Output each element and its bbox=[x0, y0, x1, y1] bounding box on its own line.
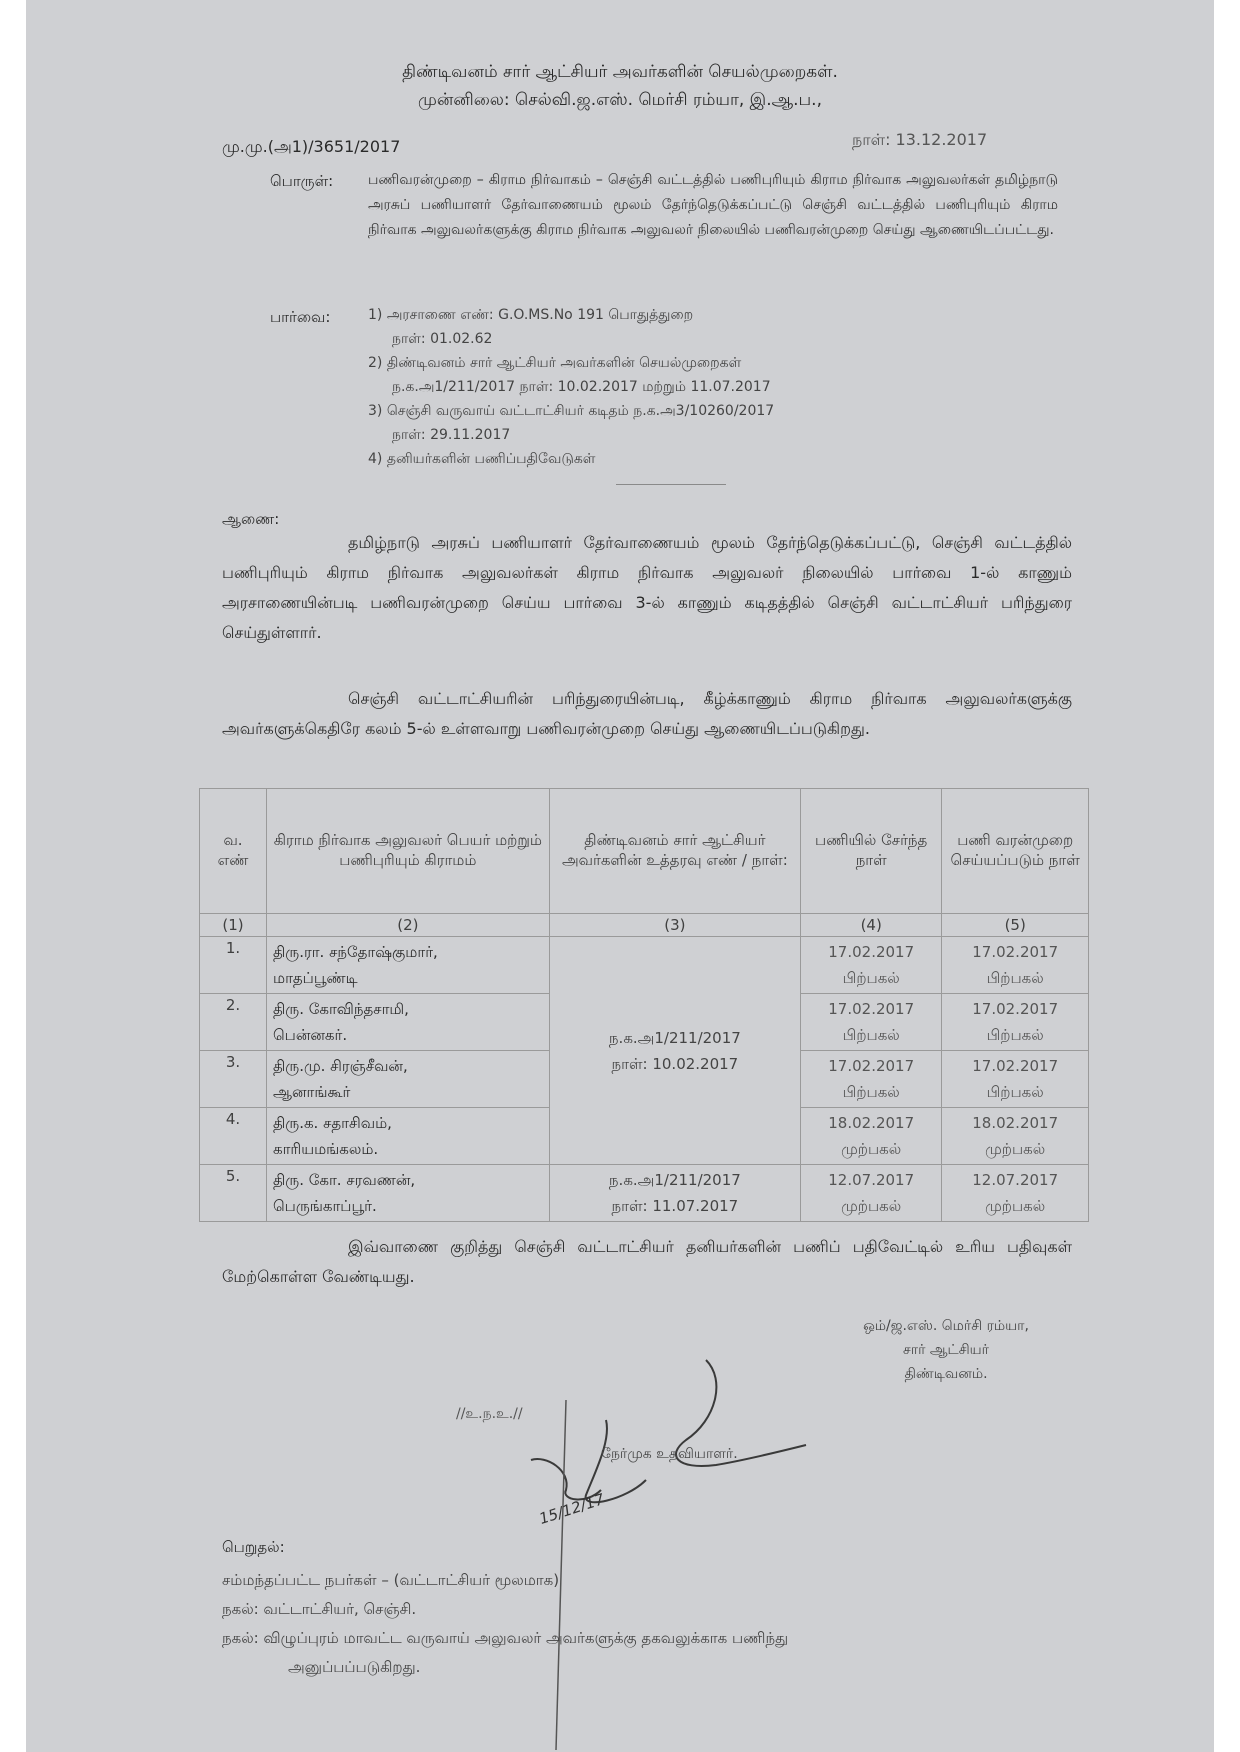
regularised-date: 12.07.2017 bbox=[972, 1171, 1059, 1189]
reference-item: ந.க.அ1/211/2017 நாள்: 10.02.2017 மற்றும் 11.07.2017 bbox=[392, 379, 771, 395]
recipient-line: சம்மந்தப்பட்ட நபர்கள் – (வட்டாட்சியர் மூலமாக) bbox=[222, 1571, 560, 1589]
reference-item: நாள்: 29.11.2017 bbox=[392, 427, 511, 443]
officer-name: திரு. கோவிந்தசாமி, bbox=[273, 1000, 409, 1018]
joined-session: முற்பகல் bbox=[841, 1140, 902, 1158]
reference-item: 2) திண்டிவனம் சார் ஆட்சியர் அவர்களின் செயல்முறைகள் bbox=[368, 355, 742, 371]
copy-line: நகல்: விழுப்புரம் மாவட்ட வருவாய் அலுவலர் அவர்களுக்கு தகவலுக்காக பணிந்து bbox=[222, 1629, 789, 1647]
true-copy-mark: //உ.ந.உ.// bbox=[456, 1406, 523, 1422]
regularised-date: 18.02.2017 bbox=[972, 1114, 1059, 1132]
regularised-session: பிற்பகல் bbox=[986, 1026, 1044, 1044]
joined-date: 17.02.2017 bbox=[828, 943, 915, 961]
paragraph-service-record: இவ்வாணை குறித்து செஞ்சி வட்டாட்சியர் தனியர்களின் பணிப் பதிவேட்டில் உரிய பதிவுகள் மேற்கொள்ள வேண்டியது. bbox=[222, 1237, 1072, 1286]
col-header-order: திண்டிவனம் சார் ஆட்சியர் அவர்களின் உத்தரவு எண் / நாள்: bbox=[549, 789, 800, 914]
col-number: (1) bbox=[200, 914, 267, 937]
stamp-personal-assistant: நேர்முக உதவியாளர். bbox=[601, 1446, 738, 1462]
document-page bbox=[26, 0, 1214, 1752]
signatory-name: ஒம்/ஜ.எஸ். மெர்சி ரம்யா, bbox=[863, 1318, 1029, 1334]
regularised-session: முற்பகல் bbox=[985, 1140, 1046, 1158]
order-ref: ந.க.அ1/211/2017 bbox=[608, 1171, 741, 1189]
officer-name: திரு. கோ. சரவணன், bbox=[273, 1171, 416, 1189]
order-date: நாள்: 13.12.2017 bbox=[852, 130, 988, 149]
officer-name: திரு.மு. சிரஞ்சீவன், bbox=[273, 1057, 408, 1075]
joined-session: முற்பகல் bbox=[841, 1197, 902, 1215]
order-date: நாள்: 11.07.2017 bbox=[611, 1197, 739, 1215]
officer-village: காரியமங்கலம். bbox=[273, 1140, 379, 1158]
recipient-list bbox=[222, 1566, 788, 1682]
paragraph-regularisation: செஞ்சி வட்டாட்சியரின் பரிந்துரையின்படி, கீழ்க்காணும் கிராம நிர்வாக அலுவலர்களுக்கு அவர்களுக்கெதிரே கலம் 5-ல் உள்ளவாறு பணிவரன்முறை செய்து ஆணையிடப்படுகிறது. bbox=[222, 689, 1072, 738]
subject-text: பணிவரன்முறை – கிராம நிர்வாகம் – செஞ்சி வட்டத்தில் பணிபுரியும் கிராம நிர்வாக அலுவலர்கள் தமிழ்நாடு அரசுப் பணியாளர் தேர்வாணையம் மூலம் தேர்ந்தெடுக்கப்பட்டு செஞ்சி வட்டத்தில் பணிபுரியும் கிராம நிர்வாக அலுவலர்களுக்கு கிராம நிர்வாக அலுவலர் நிலையில் பணிவரன்முறை செய்து ஆணையிடப்பட்டது. bbox=[368, 172, 1058, 238]
row-serial: 3. bbox=[200, 1051, 267, 1108]
reference-item: நாள்: 01.02.62 bbox=[392, 331, 493, 347]
row-serial: 1. bbox=[200, 937, 267, 994]
regularised-date: 17.02.2017 bbox=[972, 1057, 1059, 1075]
joined-date: 17.02.2017 bbox=[828, 1000, 915, 1018]
col-header-regularised: பணி வரன்முறை செய்யப்படும் நாள் bbox=[942, 789, 1089, 914]
col-header-officer: கிராம நிர்வாக அலுவலர் பெயர் மற்றும் பணிபுரியும் கிராமம் bbox=[267, 789, 550, 914]
recipient-label: பெறுதல்: bbox=[222, 1538, 285, 1556]
joined-date: 12.07.2017 bbox=[828, 1171, 915, 1189]
order-label: ஆணை: bbox=[222, 510, 280, 528]
regularised-date: 17.02.2017 bbox=[972, 1000, 1059, 1018]
col-number: (5) bbox=[942, 914, 1089, 937]
office-order bbox=[26, 0, 1214, 1752]
col-number: (2) bbox=[267, 914, 550, 937]
order-ref: ந.க.அ1/211/2017 bbox=[608, 1028, 741, 1047]
reference-item: 1) அரசாணை எண்: G.O.MS.No 191 பொதுத்துறை bbox=[368, 307, 694, 323]
order-date: நாள்: 10.02.2017 bbox=[611, 1054, 739, 1073]
officer-name: திரு.ரா. சந்தோஷ்குமார், bbox=[273, 943, 438, 961]
copy-line: நகல்: வட்டாட்சியர், செஞ்சி. bbox=[222, 1600, 417, 1618]
officer-village: பென்னகர். bbox=[273, 1026, 348, 1044]
col-number: (3) bbox=[549, 914, 800, 937]
handwritten-signature bbox=[26, 0, 1214, 1752]
officer-name: திரு.க. சதாசிவம், bbox=[273, 1114, 392, 1132]
col-number: (4) bbox=[801, 914, 942, 937]
header-office-line: திண்டிவனம் சார் ஆட்சியர் அவர்களின் செயல்முறைகள். bbox=[402, 62, 838, 82]
row-serial: 2. bbox=[200, 994, 267, 1051]
reference-number: மு.மு.(அ1)/3651/2017 bbox=[222, 137, 401, 156]
paragraph-recommendation: தமிழ்நாடு அரசுப் பணியாளர் தேர்வாணையம் மூலம் தேர்ந்தெடுக்கப்பட்டு, செஞ்சி வட்டத்தில் பணிபுரியும் கிராம நிர்வாக அலுவலர்கள் கிராம நிர்வாக அலுவலர் நிலையில் பார்வை 1-ல் காணும் அரசாணையின்படி பணிவரன்முறை செய்ய பார்வை 3-ல் காணும் கடிதத்தில் செஞ்சி வட்டாட்சியர் பரிந்துரை செய்துள்ளார். bbox=[222, 533, 1073, 642]
reference-item: 4) தனியர்களின் பணிப்பதிவேடுகள் bbox=[368, 451, 596, 467]
row-serial: 4. bbox=[200, 1108, 267, 1165]
regularised-date: 17.02.2017 bbox=[972, 943, 1059, 961]
col-header-joined: பணியில் சேர்ந்த நாள் bbox=[801, 789, 942, 914]
references-label: பார்வை: bbox=[270, 308, 331, 326]
joined-session: பிற்பகல் bbox=[842, 1026, 900, 1044]
officer-village: பெருங்காப்பூர். bbox=[273, 1197, 377, 1215]
col-header-serial: வ. எண் bbox=[200, 789, 267, 914]
officer-village: மாதப்பூண்டி bbox=[273, 969, 358, 987]
subject-label: பொருள்: bbox=[270, 172, 334, 190]
joined-session: பிற்பகல் bbox=[842, 1083, 900, 1101]
signatory-designation: சார் ஆட்சியர் bbox=[903, 1342, 989, 1358]
signatory-place: திண்டிவனம். bbox=[904, 1366, 988, 1382]
handwritten-date: 15/12/17 bbox=[536, 1490, 607, 1528]
officer-village: ஆனாங்கூர் bbox=[273, 1083, 351, 1101]
joined-date: 17.02.2017 bbox=[828, 1057, 915, 1075]
header-presence-line: முன்னிலை: செல்வி.ஜ.எஸ். மெர்சி ரம்யா, இ.ஆ.ப., bbox=[418, 90, 822, 110]
regularised-session: முற்பகல் bbox=[985, 1197, 1046, 1215]
copy-line-cont: அனுப்பப்படுகிறது. bbox=[288, 1658, 421, 1676]
joined-date: 18.02.2017 bbox=[828, 1114, 915, 1132]
row-serial: 5. bbox=[200, 1165, 267, 1222]
reference-item: 3) செஞ்சி வருவாய் வட்டாட்சியர் கடிதம் ந.க.அ3/10260/2017 bbox=[368, 403, 775, 419]
regularised-session: பிற்பகல் bbox=[986, 1083, 1044, 1101]
regularised-session: பிற்பகல் bbox=[986, 969, 1044, 987]
joined-session: பிற்பகல் bbox=[842, 969, 900, 987]
